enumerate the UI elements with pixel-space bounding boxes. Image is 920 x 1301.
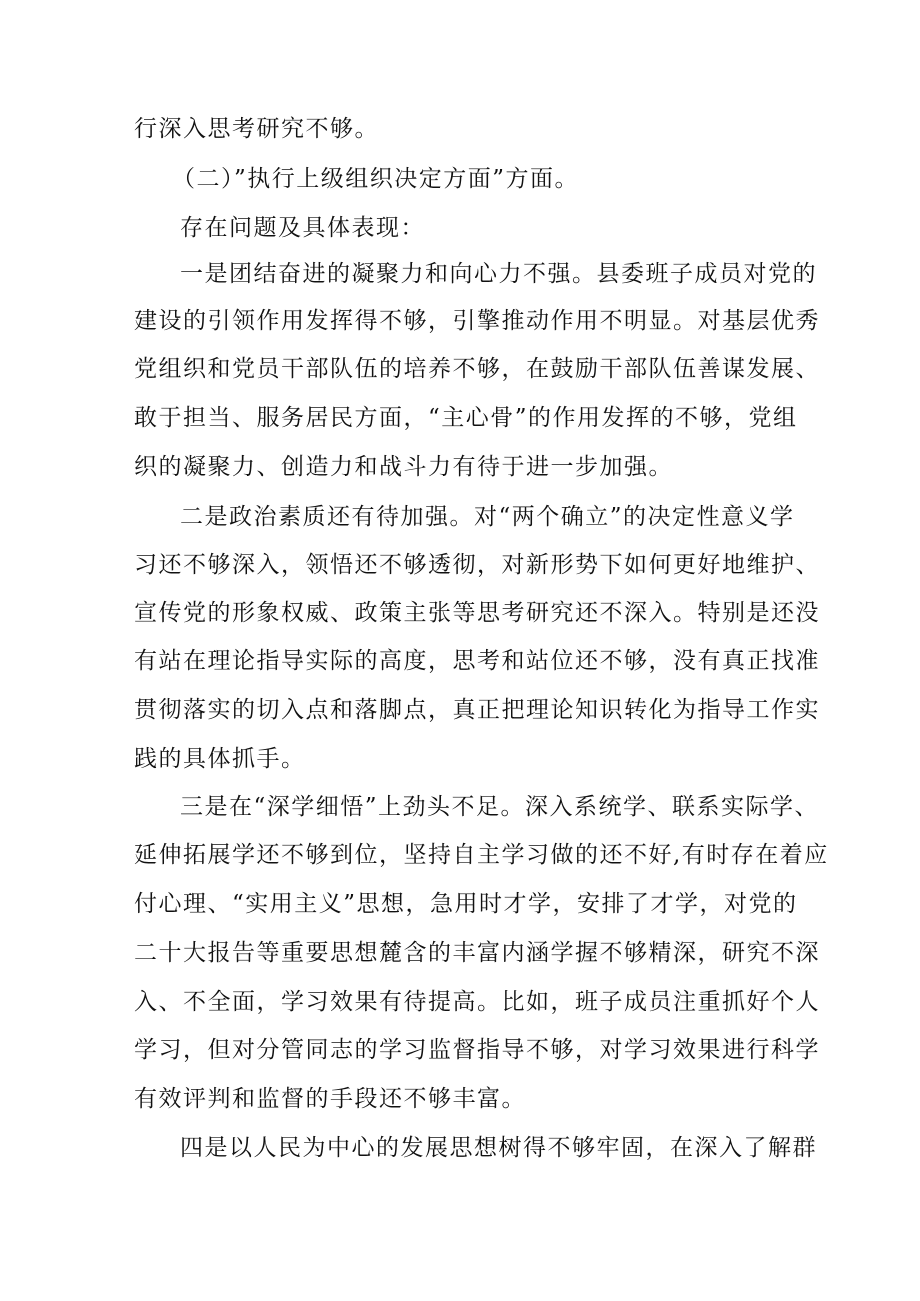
text-line: 党组织和党员干部队伍的培养不够，在鼓励干部队伍善谋发展、 (134, 356, 820, 382)
section-heading: （二）”执行上级组织决定方面”方面。 (172, 166, 580, 192)
text-line: 二十大报告等重要思想麓含的丰富内涵学握不够精深，研究不深 (134, 940, 820, 966)
text-line: 行深入思考研究不够。 (134, 116, 379, 142)
text-line: 有站在理论指导实际的高度，思考和站位还不够，没有真正找准 (134, 648, 820, 674)
paragraph-first-line: 四是以人民为中心的发展思想树得不够牢固，在深入了解群 (180, 1135, 817, 1161)
text-line: 宣传党的形象权威、政策主张等思考研究还不深入。特别是还没 (134, 600, 820, 626)
text-line: 贯彻落实的切入点和落脚点，真正把理论知识转化为指导工作实 (134, 697, 820, 723)
text-line: 延伸拓展学还不够到位，坚持自主学习做的还不好,有时存在着应 (134, 842, 829, 868)
text-line: 有效评判和监督的手段还不够丰富。 (134, 1086, 526, 1112)
paragraph-first-line: 一是团结奋进的凝聚力和向心力不强。县委班子成员对党的 (180, 261, 817, 287)
text-line: 敢于担当、服务居民方面，“主心骨”的作用发挥的不够，党组 (134, 405, 798, 431)
text-line: 付心理、“实用主义”思想，急用时才学，安排了才学，对党的 (134, 891, 798, 917)
paragraph-first-line: 三是在“深学细悟”上劲头不足。深入系统学、联系实际学、 (180, 794, 820, 820)
text-line: 践的具体抓手。 (134, 746, 306, 772)
text-line: 入、不全面，学习效果有待提高。比如，班子成员注重抓好个人 (134, 989, 820, 1015)
text-line: 建设的引领作用发挥得不够，引擎推动作用不明显。对基层优秀 (134, 308, 820, 334)
text-line: 学习，但对分管同志的学习监督指导不够，对学习效果进行科学 (134, 1037, 820, 1063)
text-line: 习还不够深入，领悟还不够透彻，对新形势下如何更好地维护、 (134, 552, 820, 578)
text-line: 织的凝聚力、创造力和战斗力有待于进一步加强。 (134, 454, 673, 480)
text-line: 存在问题及具体表现： (180, 215, 425, 241)
paragraph-first-line: 二是政治素质还有待加强。对“两个确立”的决定性意义学 (180, 504, 795, 530)
